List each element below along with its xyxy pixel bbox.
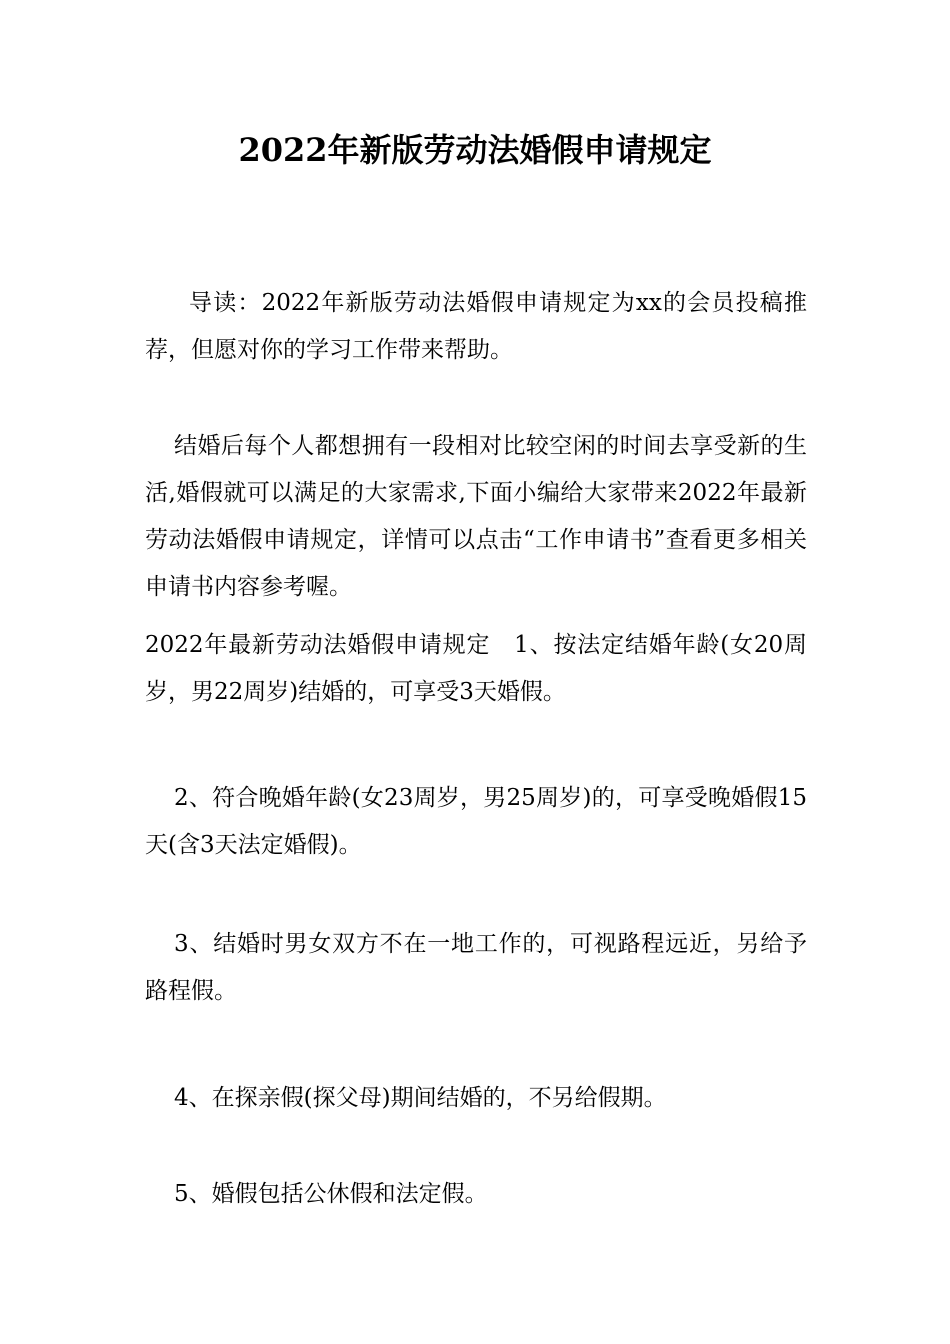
item-3-paragraph: 3、结婚时男女双方不在一地工作的，可视路程远近，另给予路程假。 [145,931,807,1004]
item-2-paragraph: 2、符合晚婚年龄(女23周岁，男25周岁)的，可享受晚婚假15天(含3天法定婚假)。 [145,785,807,858]
subtitle-item1-paragraph: 2022年最新劳动法婚假申请规定 1、按法定结婚年龄(女20周岁，男22周岁)结婚的，可享受3天婚假。 [145,632,808,705]
item-4-paragraph: 4、在探亲假(探父母)期间结婚的，不另给假期。 [174,1085,667,1111]
intro-paragraph: 导读：2022年新版劳动法婚假申请规定为xx的会员投稿推荐，但愿对你的学习工作带来帮助。 [145,290,807,363]
document-title: 2022年新版劳动法婚假申请规定 [238,131,712,169]
item-5-paragraph: 5、婚假包括公休假和法定假。 [174,1181,488,1207]
body-paragraph: 结婚后每个人都想拥有一段相对比较空闲的时间去享受新的生活,婚假就可以满足的大家需求,下面小编给大家带来2022年最新劳动法婚假申请规定，详情可以点击“工作申请书”查看更多相关申请书内容参考喔。 [145,433,807,600]
